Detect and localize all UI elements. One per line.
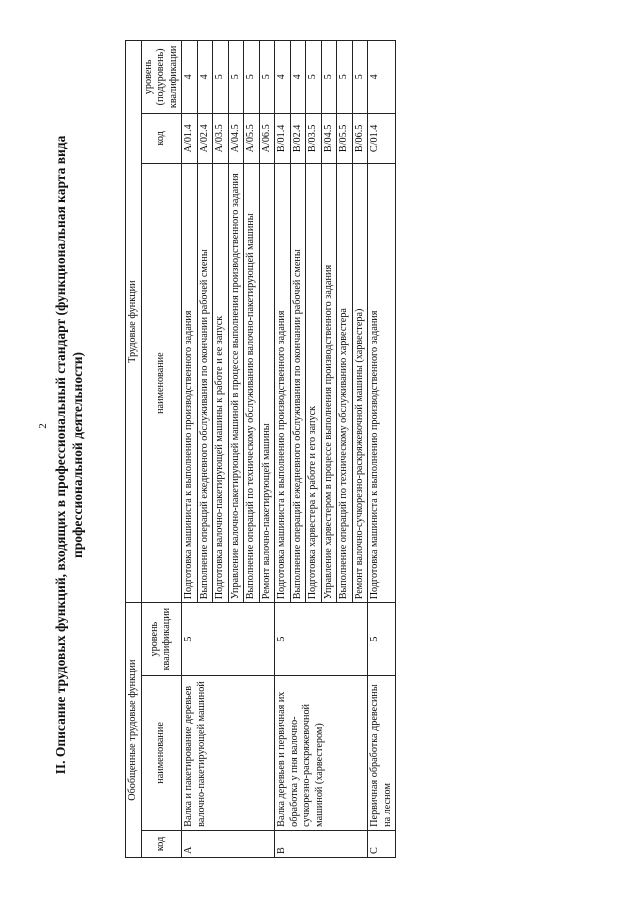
table-row [368, 41, 396, 858]
function-name: Подготовка машиниста к выполнению производственного задания [182, 163, 198, 602]
function-kod: A/01.4 [182, 113, 198, 163]
title-line-2: профессиональной деятельности) [70, 352, 85, 558]
function-level: 5 [228, 41, 244, 114]
column-header-kod: код [141, 830, 182, 857]
group-kod: A [182, 830, 275, 857]
group-level: 5 [182, 603, 275, 676]
column-header-tf-level: уровень (подуровень) квалификации [141, 41, 182, 114]
group-kod: B [275, 830, 368, 857]
function-level: 5 [213, 41, 229, 114]
function-kod: B/06.5 [352, 113, 368, 163]
group-name: Валка и пакетирование деревьев валочно-пакетирующей машиной [182, 676, 275, 831]
group-name: Первичная обработка древесины на лесном [368, 676, 396, 831]
function-level: 5 [352, 41, 368, 114]
function-name: Выполнение операций по техническому обслуживанию валочно-пакетирующей машины [244, 163, 260, 602]
function-kod: B/05.5 [337, 113, 353, 163]
group-kod: C [368, 830, 396, 857]
function-kod: B/02.4 [290, 113, 306, 163]
function-name: Управление валочно-пакетирующей машиной в процессе выполнения производственного задания [228, 163, 244, 602]
section-title [52, 65, 86, 845]
function-level: 5 [306, 41, 322, 114]
function-level: 4 [197, 41, 213, 114]
function-level: 5 [244, 41, 260, 114]
function-name: Выполнение операций по техническому обслуживанию харвестера [337, 163, 353, 602]
function-kod: A/06.5 [259, 113, 275, 163]
table-body [182, 41, 396, 858]
table-row [275, 41, 291, 858]
function-level: 4 [182, 41, 198, 114]
table-row [182, 41, 198, 858]
function-level: 5 [259, 41, 275, 114]
function-name: Подготовка харвестера к работе и его запуск [306, 163, 322, 602]
function-kod: A/05.5 [244, 113, 260, 163]
function-kod: B/03.5 [306, 113, 322, 163]
function-name: Выполнение операций ежедневного обслуживания по окончании рабочей смены [197, 163, 213, 602]
column-header-level: уровень квалификации [141, 603, 182, 676]
function-name: Ремонт валочно-сучкорезно-раскряжевочной машины (харвестера) [352, 163, 368, 602]
function-level: 4 [368, 41, 396, 114]
page-number: 2 [37, 423, 49, 429]
function-level: 4 [290, 41, 306, 114]
functional-map-table [125, 40, 396, 858]
title-line-1: II. Описание трудовых функций, входящих в профессиональный стандарт (функциональная карта вида [53, 135, 68, 775]
function-level: 5 [337, 41, 353, 114]
column-header-name: наименование [141, 676, 182, 831]
function-name: Подготовка машиниста к выполнению производственного задания [368, 163, 396, 602]
function-name: Ремонт валочно-пакетирующей машины [259, 163, 275, 602]
function-kod: A/04.5 [228, 113, 244, 163]
generalized-functions-header: Обобщенные трудовые функции [126, 603, 142, 858]
function-kod: A/03.5 [213, 113, 229, 163]
function-kod: C/01.4 [368, 113, 396, 163]
function-name: Подготовка машиниста к выполнению производственного задания [275, 163, 291, 602]
labor-functions-header: Трудовые функции [126, 41, 142, 603]
column-header-tf-name: наименование [141, 163, 182, 602]
group-name: Валка деревьев и первичная их обработка у пня валочно-сучкорезно-раскряжевочной машиной (харвестером) [275, 676, 368, 831]
column-header-tf-kod: код [141, 113, 182, 163]
function-name: Управление харвестером в процессе выполнения производственного задания [321, 163, 337, 602]
function-level: 4 [275, 41, 291, 114]
group-level: 5 [275, 603, 368, 676]
function-kod: A/02.4 [197, 113, 213, 163]
function-kod: B/04.5 [321, 113, 337, 163]
function-name: Подготовка валочно-пакетирующей машины к работе и ее запуск [213, 163, 229, 602]
function-kod: B/01.4 [275, 113, 291, 163]
function-name: Выполнение операций ежедневного обслуживания по окончании рабочей смены [290, 163, 306, 602]
function-level: 5 [321, 41, 337, 114]
group-level: 5 [368, 603, 396, 676]
